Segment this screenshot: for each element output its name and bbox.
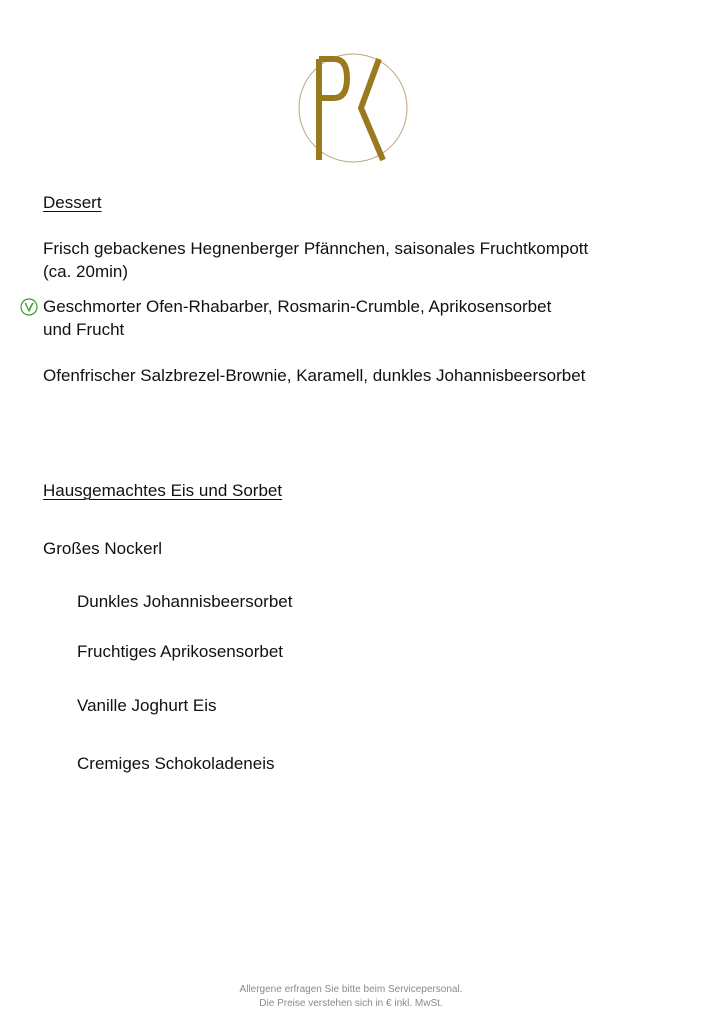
- dessert-item-2: [43, 295, 551, 341]
- dessert-item-2-line1: Geschmorter Ofen-Rhabarber, Rosmarin-Crumble, Aprikosensorbet: [43, 297, 552, 316]
- eis-flavor-1: Dunkles Johannisbeersorbet: [77, 592, 293, 611]
- dessert-item-1: [43, 237, 588, 283]
- pk-logo: [297, 52, 409, 164]
- footer-note: [0, 983, 702, 1011]
- dessert-heading: Dessert: [43, 193, 102, 212]
- eis-intro: Großes Nockerl: [43, 539, 163, 558]
- dessert-item-1-line1: Frisch gebackenes Hegnenberger Pfännchen, saisonales Fruchtkompott: [43, 239, 589, 258]
- footer-line-1: Allergene erfragen Sie bitte beim Servicepersonal.: [239, 984, 463, 995]
- eis-flavor-4: Cremiges Schokoladeneis: [77, 754, 275, 773]
- logo-circle: [299, 54, 407, 162]
- dessert-item-2-line2: und Frucht: [43, 320, 125, 339]
- logo-letter-p: [319, 59, 347, 160]
- logo-letter-k: [361, 59, 383, 160]
- eis-flavor-2: Fruchtiges Aprikosensorbet: [77, 642, 283, 661]
- dessert-item-3: [43, 364, 585, 387]
- vegan-icon: [20, 298, 38, 316]
- footer-line-2: Die Preise verstehen sich in € inkl. MwSt.: [259, 998, 443, 1009]
- eis-flavor-3: Vanille Joghurt Eis: [77, 696, 217, 715]
- dessert-item-1-line2: (ca. 20min): [43, 262, 129, 281]
- eis-heading: Hausgemachtes Eis und Sorbet: [43, 481, 283, 500]
- dessert-item-3-line1: Ofenfrischer Salzbrezel-Brownie, Karamell, dunkles Johannisbeersorbet: [43, 366, 586, 385]
